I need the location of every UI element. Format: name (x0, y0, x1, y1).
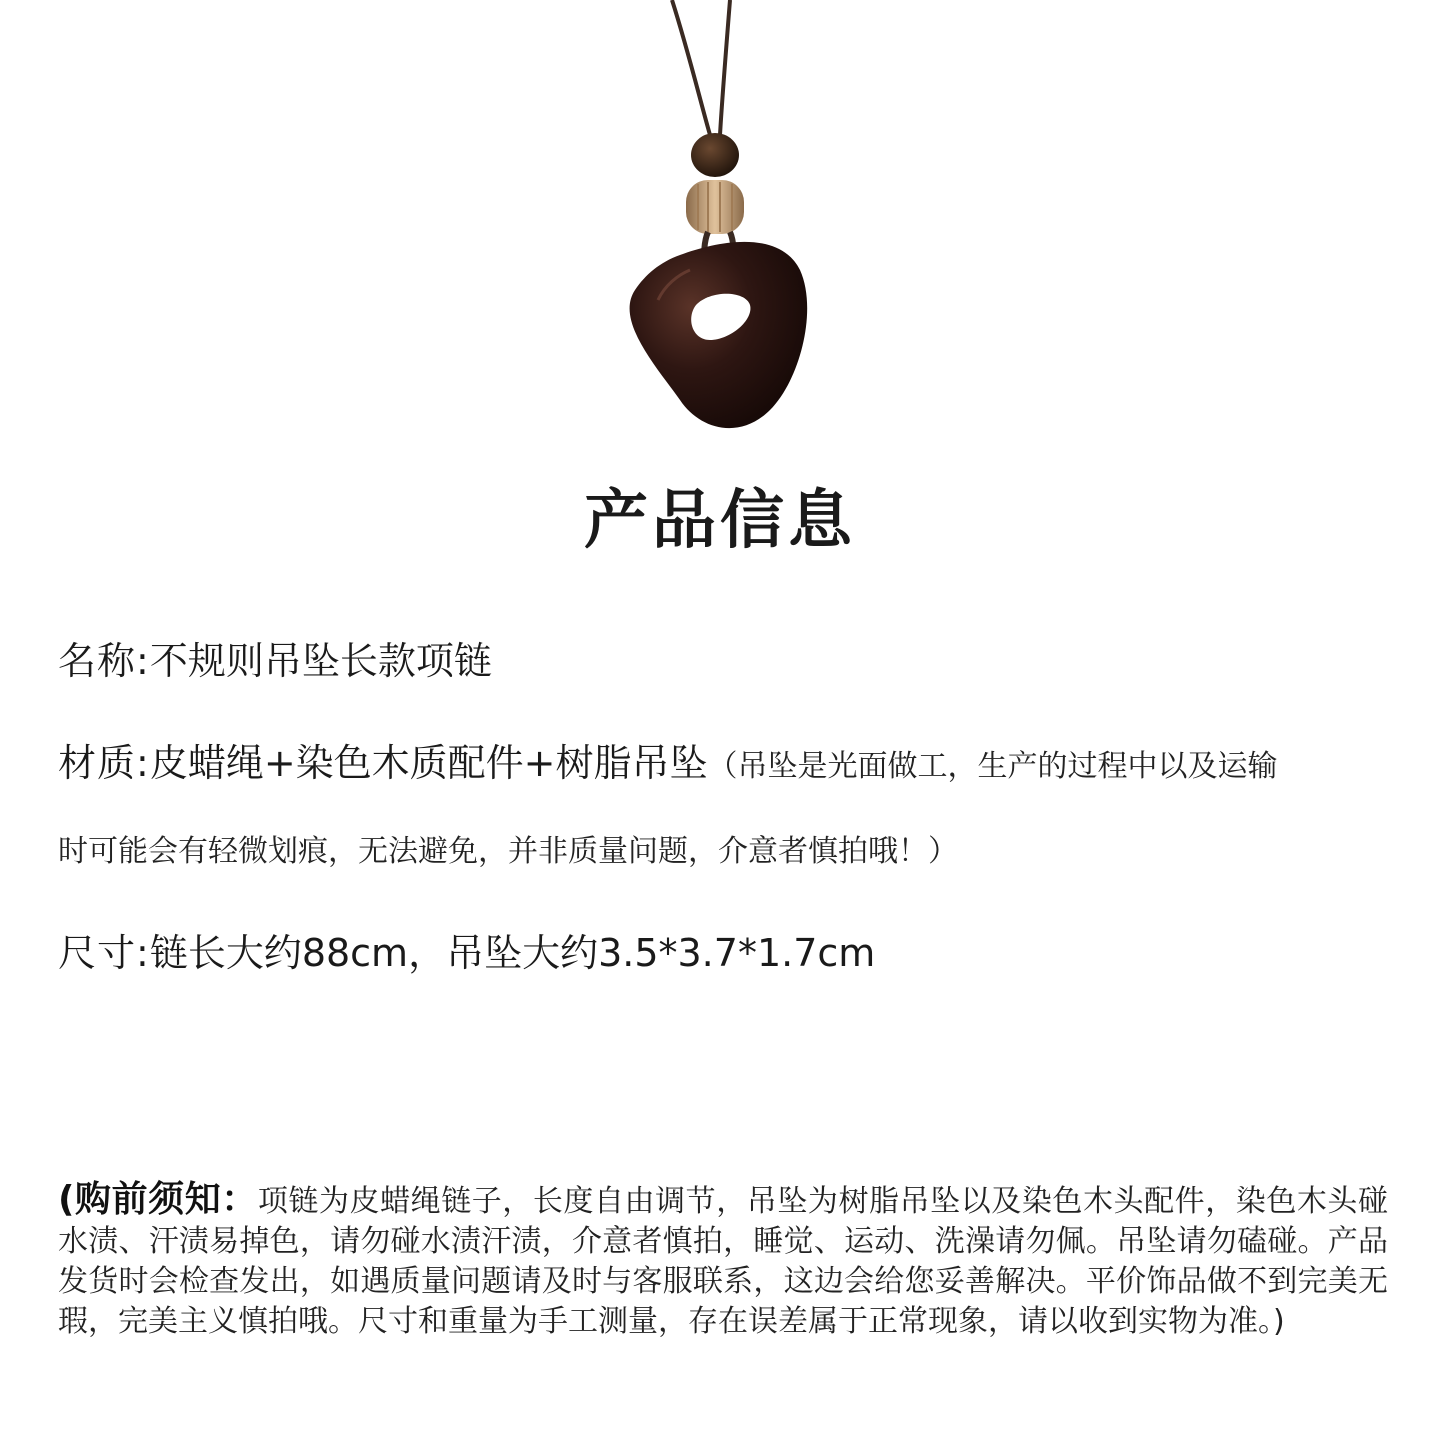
notice-body: 项链为皮蜡绳链子，长度自由调节，吊坠为树脂吊坠以及染色木头配件，染色木头碰水渍、汗渍易掉色，请勿碰水渍汗渍，介意者慎拍，睡觉、运动、洗澡请勿佩。吊坠请勿磕碰。产品发货时会检查发出，如遇质量问题请及时与客服联系，这边会给您妥善解决。平价饰品做不到完美无瑕，完美主义慎拍哦。尺寸和重量为手工测量，存在误差属于正常现象，请以收到实物为准。) (58, 1184, 1388, 1339)
product-name-value: 不规则吊坠长款项链 (149, 639, 492, 683)
product-name-row (58, 636, 492, 686)
size-label: 尺寸: (58, 931, 150, 975)
necklace-pendant-image (560, 0, 880, 450)
material-note-continued: 时可能会有轻微划痕，无法避免，并非质量问题，介意者慎拍哦！） (58, 834, 958, 869)
material-note: （吊坠是光面做工，生产的过程中以及运输 (707, 749, 1278, 784)
notice-title: (购前须知： (58, 1179, 258, 1220)
size-value: 链长大约88cm，吊坠大约3.5*3.7*1.7cm (149, 931, 876, 975)
material-row (58, 738, 1278, 792)
product-photo (560, 0, 880, 450)
section-title: 产品信息 (584, 484, 856, 558)
size-row (58, 928, 875, 978)
material-label: 材质: (58, 741, 150, 785)
product-name-label: 名称: (58, 639, 150, 683)
purchase-notice (58, 1180, 1388, 1342)
material-value: 皮蜡绳+染色木质配件+树脂吊坠 (149, 741, 708, 785)
